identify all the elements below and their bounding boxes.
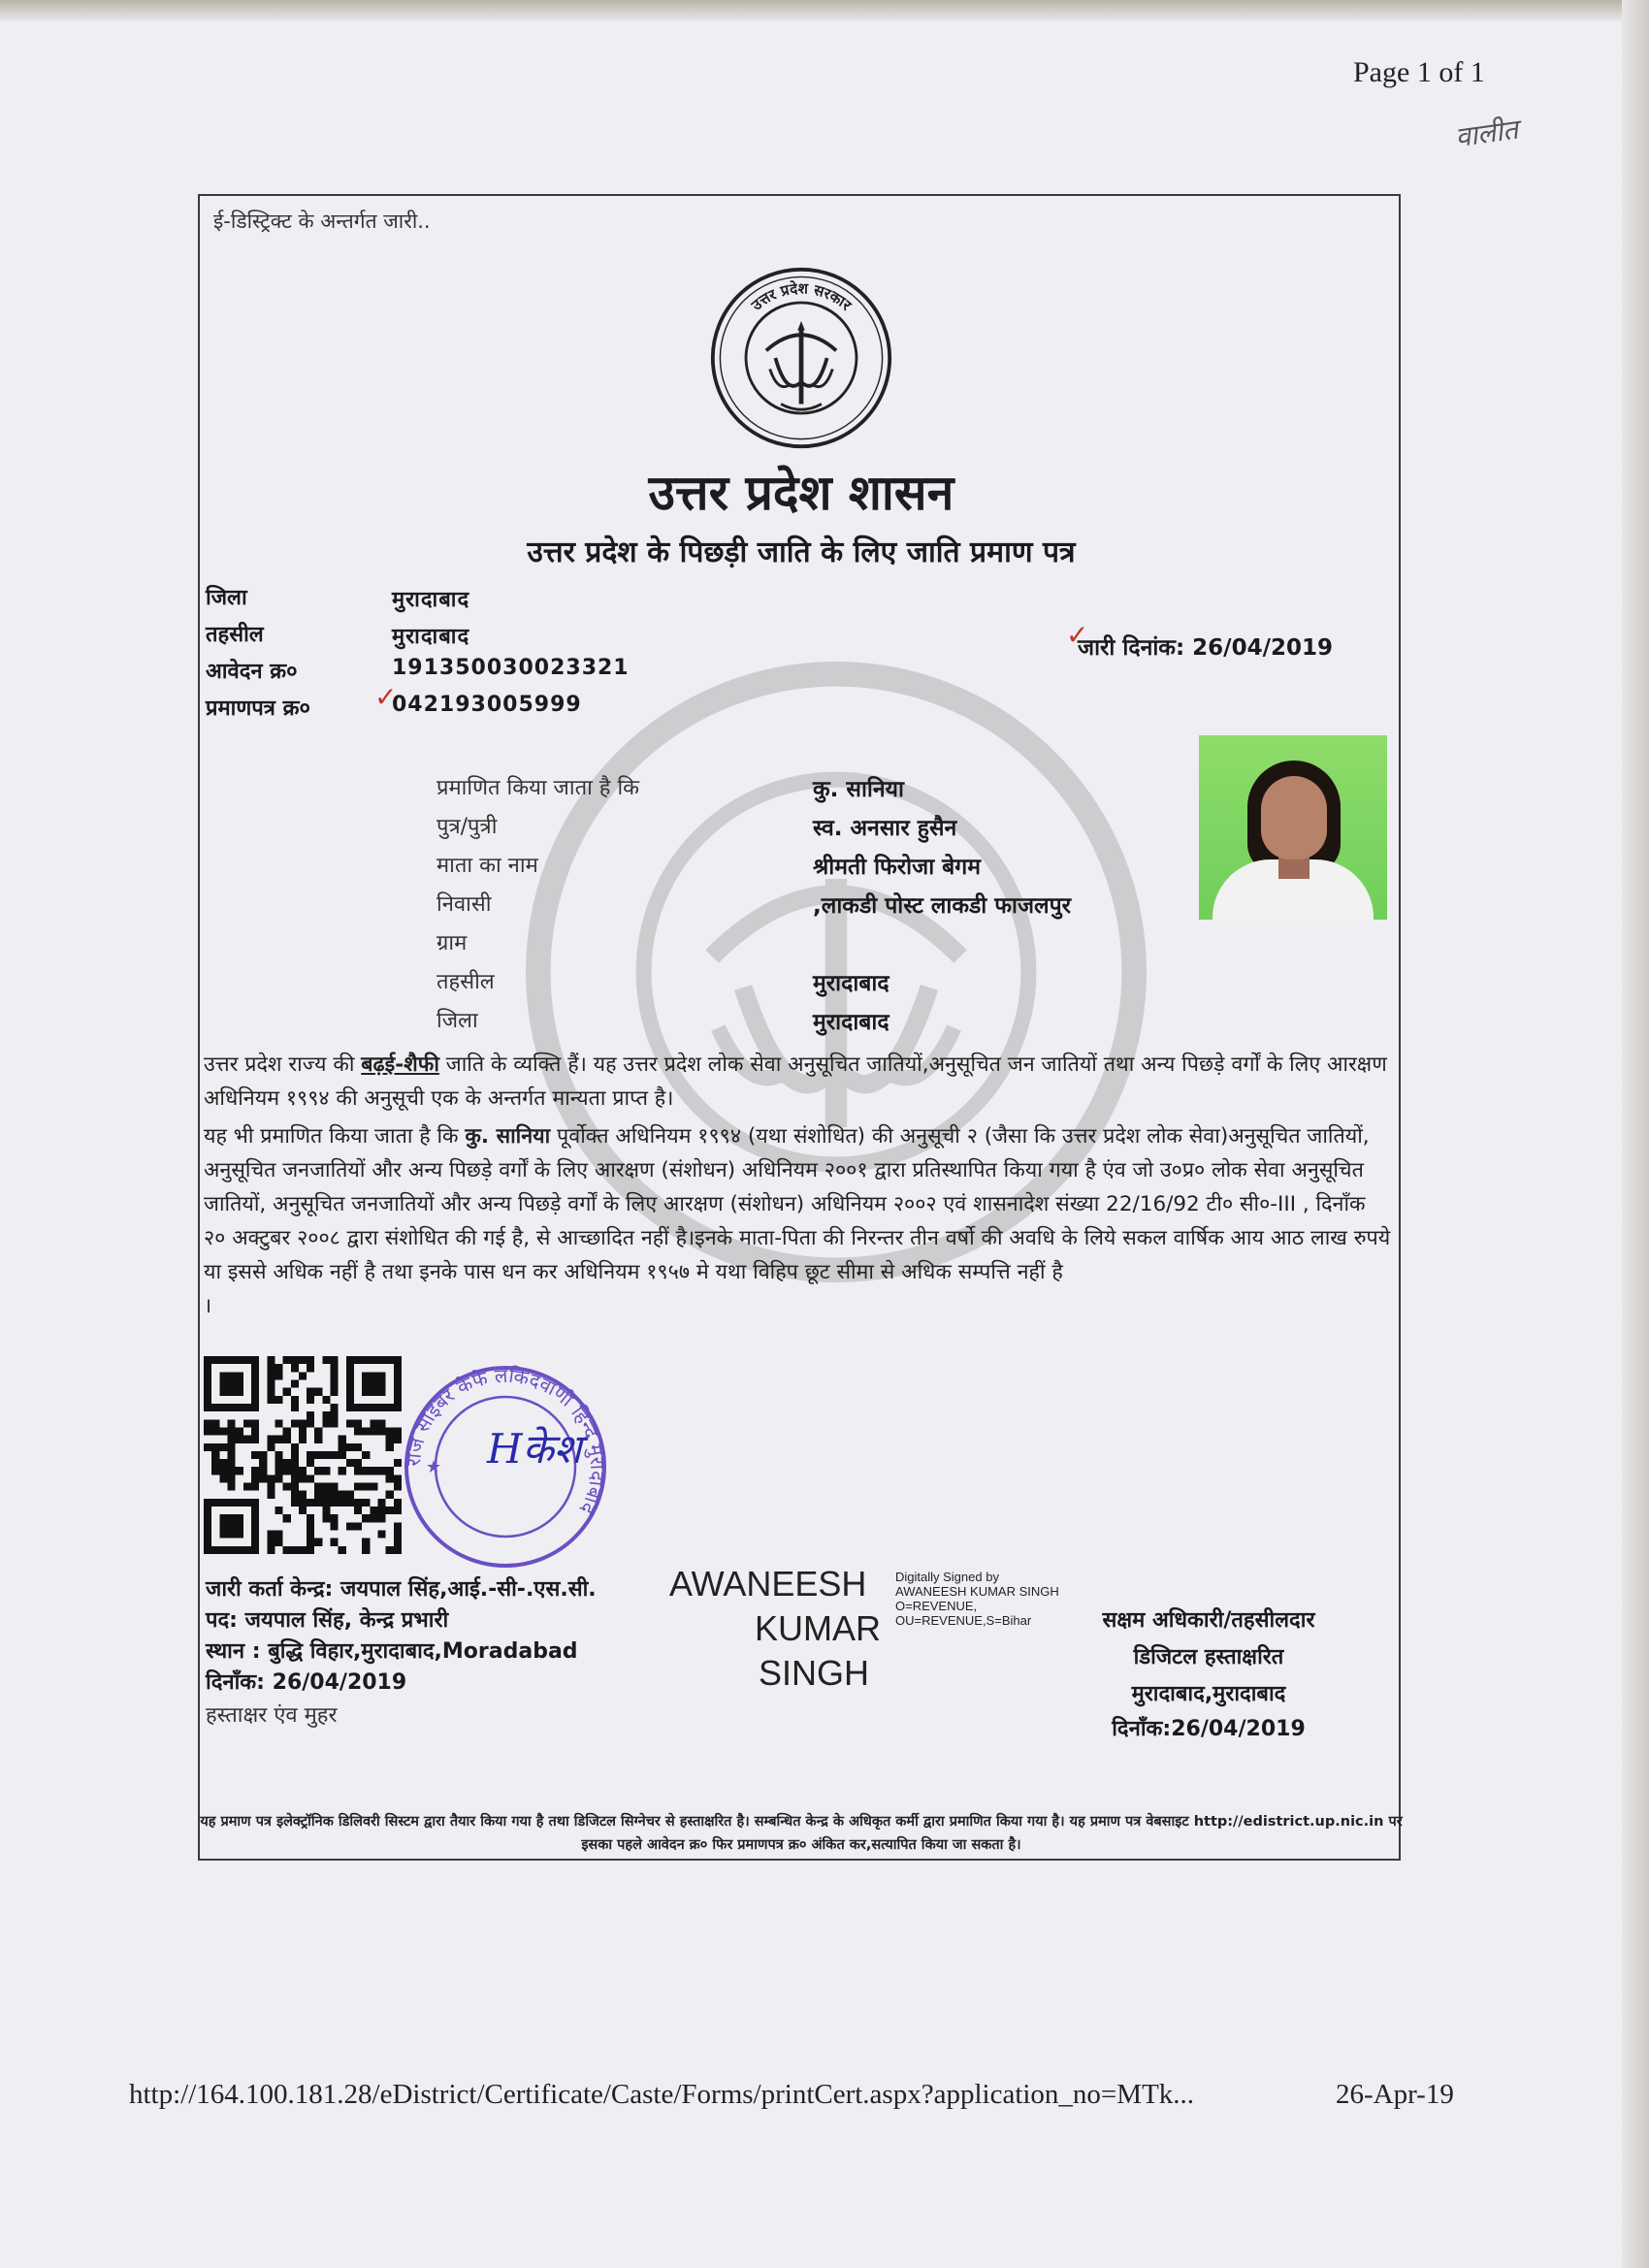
certificate-frame: [198, 194, 1401, 1861]
digital-signer-line2: KUMAR: [755, 1608, 882, 1648]
certificate-subtitle: उत्तर प्रदेश के पिछड़ी जाति के लिए जाति प्रमाण पत्र: [527, 535, 1076, 569]
authority-signed: डिजिटल हस्ताक्षरित: [1133, 1645, 1284, 1669]
field-value-resident: ,लाकडी पोस्ट लाकडी फाजलपुर: [813, 893, 1072, 919]
emblem-text: उत्तर प्रदेश सरकार: [748, 279, 856, 314]
field-label-village: ग्राम: [436, 931, 468, 956]
digital-signature-note: Digitally Signed by AWANEESH KUMAR SINGH O=REVENUE, OU=REVENUE,S=Bihar: [895, 1570, 1059, 1628]
field-value-mother: श्रीमती फिरोजा बेगम: [813, 855, 981, 880]
field-value-district: मुरादाबाद: [813, 1010, 889, 1035]
issue-date: जारी दिनांक: 26/04/2019: [1078, 635, 1333, 661]
certificate-title: उत्तर प्रदेश शासन: [648, 464, 954, 521]
seal-text: राज साइबर कैफे लकिदवाणी हिन्द मुरादाबाद: [401, 1363, 610, 1518]
issuer-date: दिनाँक: 26/04/2019: [206, 1670, 407, 1695]
field-label-district: जिला: [436, 1009, 478, 1033]
caste-name: बढ़ई-शैफी: [361, 1053, 439, 1077]
issuing-center: जारी कर्ता केन्द्र: जयपाल सिंह,आई.-सी-.एस.सी.: [206, 1577, 597, 1602]
issuer-place: स्थान : बुद्धि विहार,मुरादाबाद,Moradabad: [206, 1639, 578, 1664]
district-value: मुरादाबाद: [392, 588, 470, 612]
application-number-value: 191350030023321: [392, 656, 630, 680]
print-date: 26-Apr-19: [1336, 2079, 1454, 2110]
tehsil-value: मुरादाबाद: [392, 625, 470, 649]
issuer-post: पद: जयपाल सिंह, केन्द्र प्रभारी: [206, 1608, 449, 1633]
sign-and-seal-label: हस्ताक्षर एंव मुहर: [206, 1703, 338, 1728]
verification-footer-note: यह प्रमाण पत्र इलेक्ट्रॉनिक डिलिवरी सिस्टम द्वारा तैयार किया गया है तथा डिजिटल सिग्नेचर से हस्ताक्षरित है। सम्बन्धित केन्द्र के अधिकृत कर्मी द्वारा प्रमाणित किया गया है। यह प्रमाण पत्र वेबसाइट http://edistrict.up.nic.in पर इसका पहले आवेदन क्र० फिर प्रमाणपत्र क्र० अंकित कर,सत्यापित किया जा सकता है।: [200, 1814, 1403, 1853]
field-label-parent: पुत्र/पुत्री: [436, 815, 498, 839]
svg-text:★: ★: [426, 1457, 442, 1477]
digital-signer-line1: AWANEESH: [669, 1564, 867, 1604]
digital-signer-line3: SINGH: [759, 1653, 870, 1693]
print-url: http://164.100.181.28/eDistrict/Certificate/Caste/Forms/printCert.aspx?application_no=MTk...: [129, 2079, 1195, 2110]
authority-place: मुरादाबाद,मुरादाबाद: [1131, 1682, 1286, 1706]
tehsil-label: तहसील: [206, 623, 264, 647]
state-emblem-icon: [709, 266, 893, 450]
svg-text:उत्तर प्रदेश सरकार: [747, 279, 855, 314]
field-value-parent: स्व. अनसार हुसैन: [813, 816, 957, 841]
issued-under-label: ई-डिस्ट्रिक्ट के अन्तर्गत जारी..: [213, 210, 431, 233]
verification-qr-code: [204, 1356, 402, 1554]
eligibility-paragraph: यह भी प्रमाणित किया जाता है कि कु. सानिया पूर्वोक्त अधिनियम १९९४ (यथा संशोधित) की अनुसूची २ (जैसा कि उत्तर प्रदेश लोक सेवा)अनुसूचित जातियों, अनुसूचित जनजातियों और अन्य पिछड़े वर्गों के लिए आरक्षण (संशोधन) अधिनियम २००१ द्वारा प्रतिस्थापित किया गया है एंव जो उ०प्र० लोक सेवा अनुसूचित जातियों, अनुसूचित जनजातियों और अन्य पिछड़े वर्गों के लिए आरक्षण (संशोधन) अधिनियम २००२ एवं शासनादेश संख्या 22/16/92 टी० सी०-III , दिनाँक २० अक्टुबर २००८ द्वारा संशोधित की गई है, से आच्छादित नहीं है।इनके माता-पिता की निरन्तर तीन वर्षो की अवधि के लिये सकल वार्षिक आय आठ लाख रुपये या इससे अधिक नहीं है तथा इनके पास धन कर अधिनियम १९५७ मे यथा विहिप छूट सीमा से अधिक सम्पत्ति नहीं है ।: [204, 1124, 1391, 1318]
certificate-number-label: प्रमाणपत्र क्र०: [206, 697, 310, 721]
field-value-tehsil: मुरादाबाद: [813, 971, 889, 996]
page-number: Page 1 of 1: [1353, 56, 1485, 88]
authority-title: सक्षम अधिकारी/तहसीलदार: [1102, 1608, 1315, 1633]
field-label-tehsil: तहसील: [436, 970, 495, 994]
applicant-photo: [1199, 735, 1387, 920]
district-label: जिला: [206, 586, 247, 610]
caste-paragraph: उत्तर प्रदेश राज्य की बढ़ई-शैफी जाति के व्यक्ति हैं। यह उत्तर प्रदेश लोक सेवा अनुसूचित जातियों,अनुसूचित जन जातियों तथा अन्य पिछड़े वर्गों के लिए आरक्षण अधिनियम १९९४ की अनुसूची एक के अन्तर्गत मान्यता प्राप्त है।: [204, 1053, 1387, 1111]
field-value-name: कु. सानिया: [813, 777, 904, 802]
certificate-number-value: 042193005999: [392, 693, 582, 717]
application-number-label: आवेदन क्र०: [206, 660, 298, 684]
red-tick-mark-date: ✓: [1066, 619, 1089, 651]
authority-date: दिनाँक:26/04/2019: [1112, 1717, 1306, 1741]
sheet-right-edge: [1622, 0, 1649, 2268]
red-tick-mark: ✓: [374, 681, 398, 713]
field-label-certified: प्रमाणित किया जाता है कि: [436, 776, 640, 800]
field-label-mother: माता का नाम: [436, 854, 538, 878]
handwritten-signature: Hकेश: [487, 1425, 582, 1473]
applicant-name-inline: कु. सानिया: [465, 1124, 551, 1149]
sheet-top-edge: [0, 0, 1649, 21]
field-label-resident: निवासी: [436, 892, 492, 917]
handwritten-margin-note: वालीत: [1453, 113, 1521, 154]
